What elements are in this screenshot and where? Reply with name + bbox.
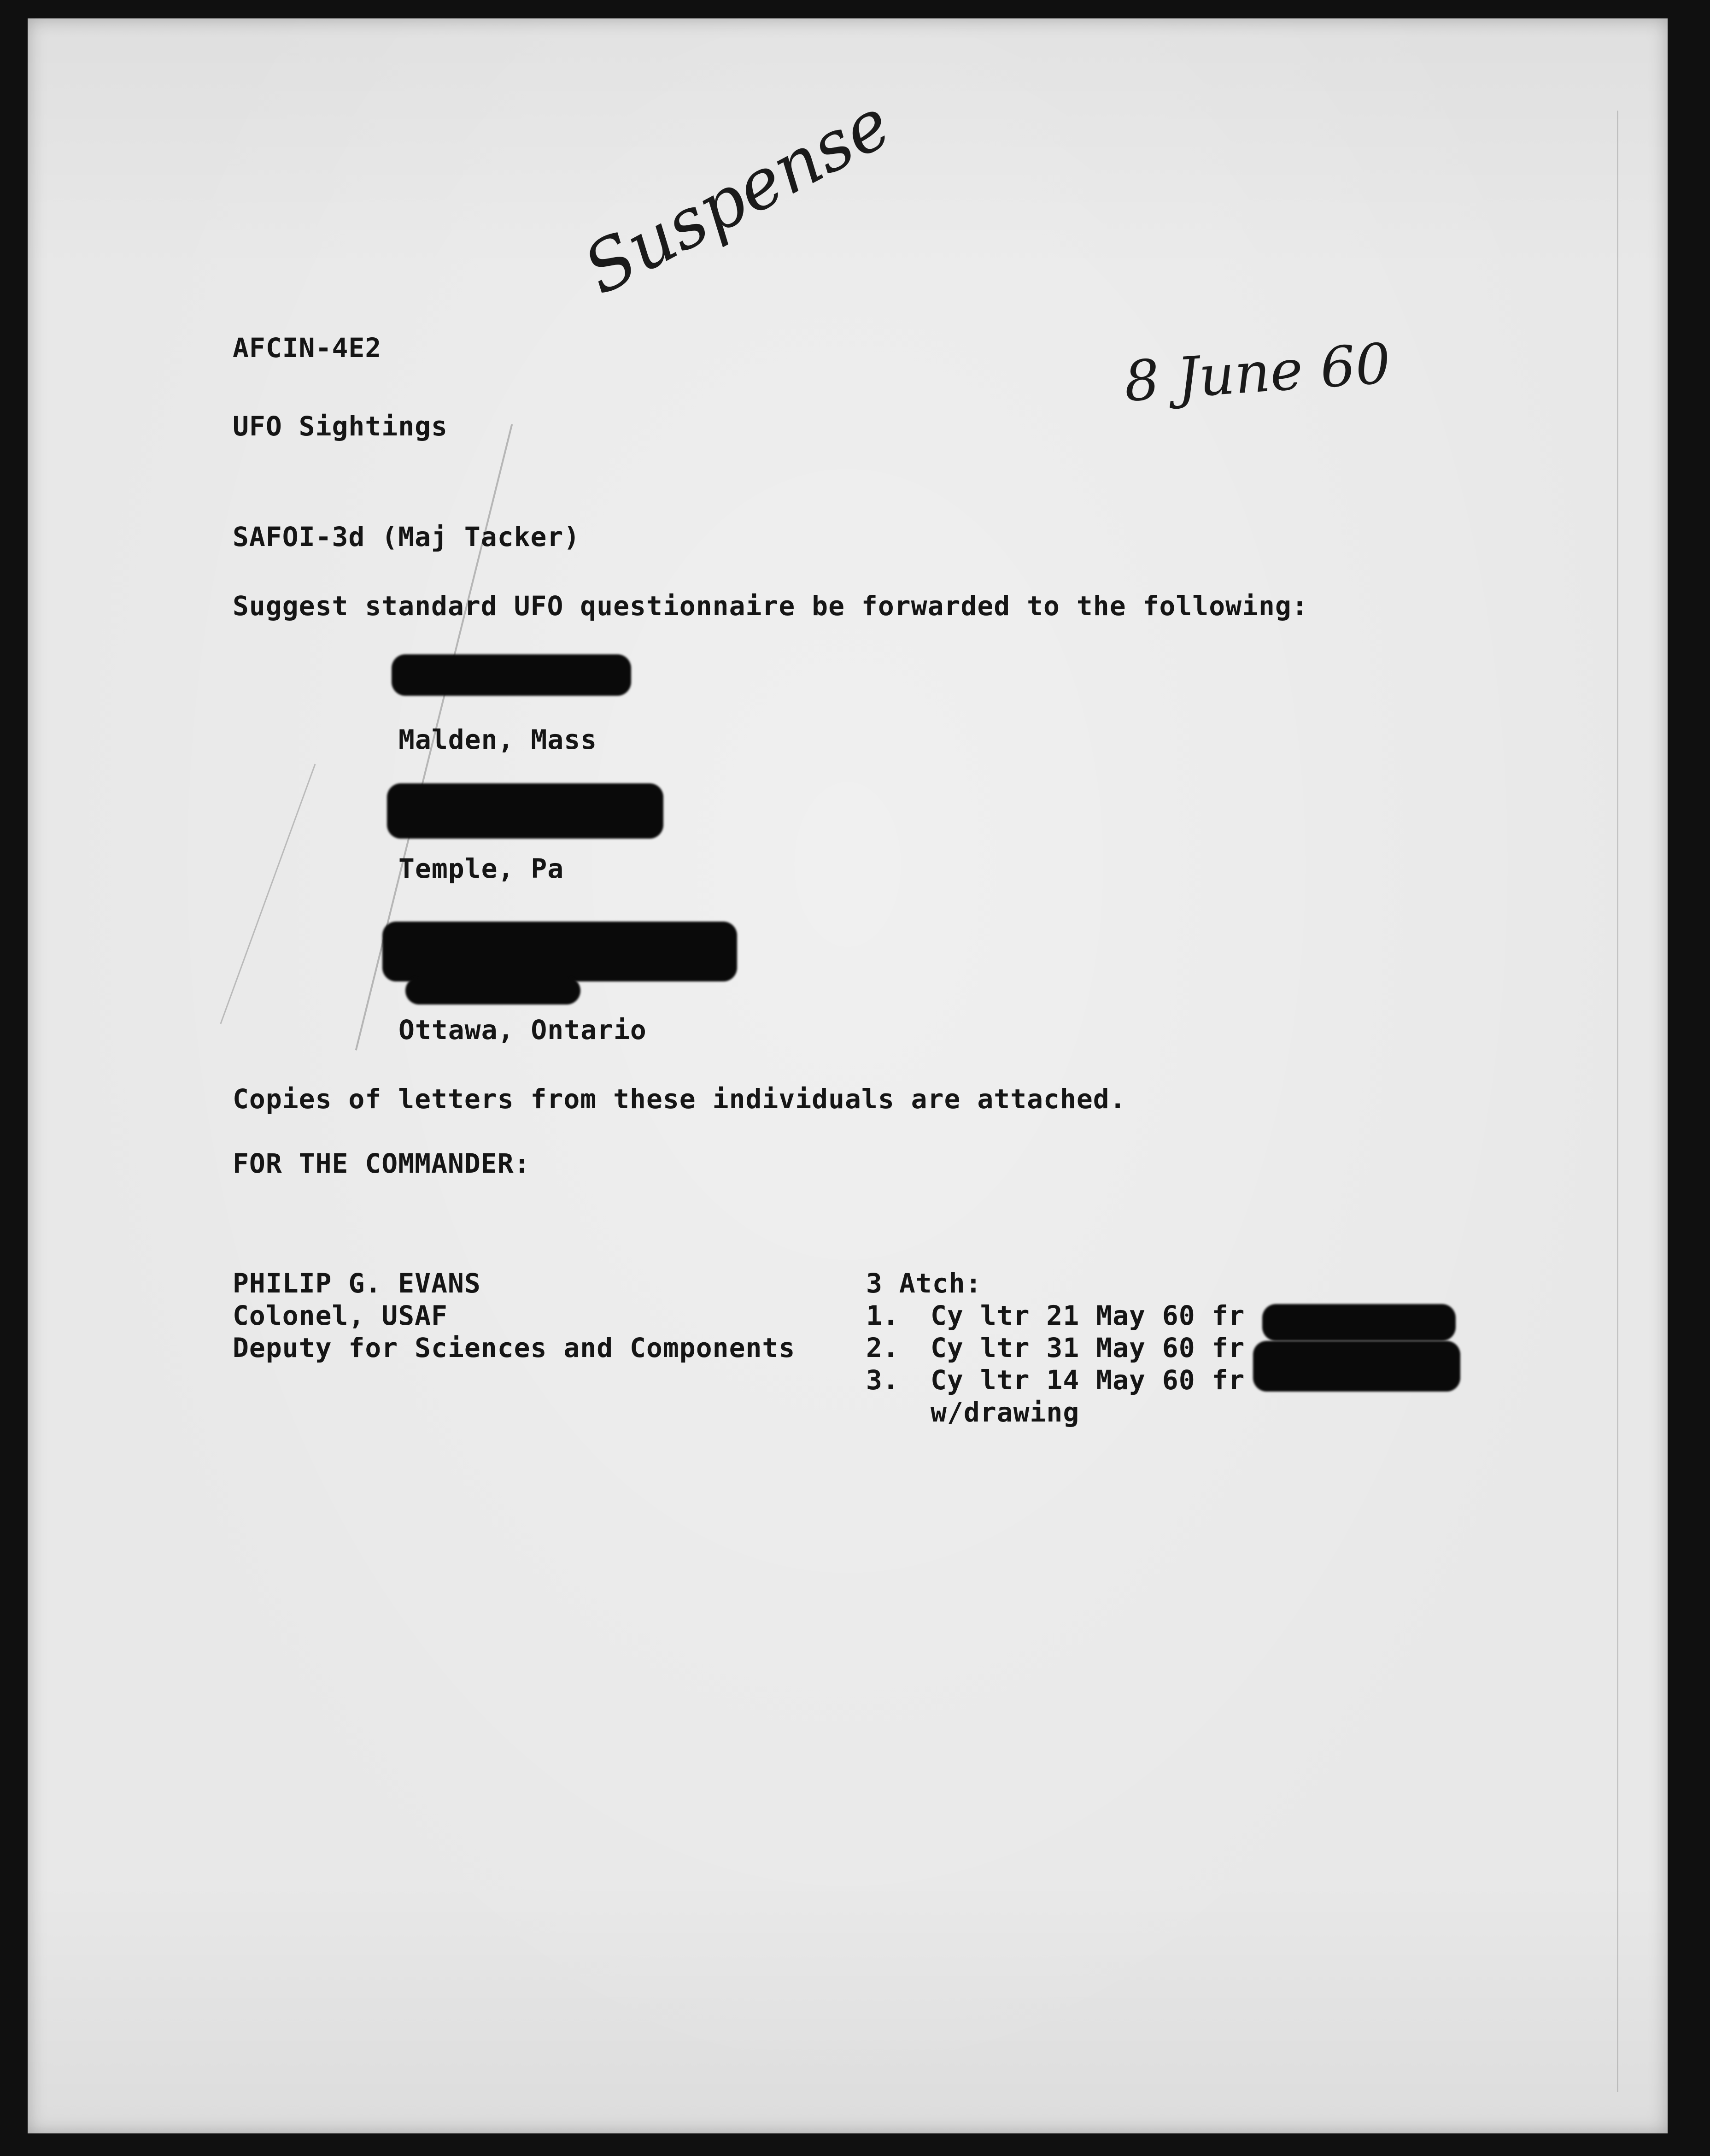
- attachments-heading: 3 Atch:: [866, 1268, 982, 1299]
- signer-name: PHILIP G. EVANS: [233, 1268, 481, 1299]
- memo-addressee: SAFOI-3d (Maj Tacker): [233, 521, 580, 552]
- memo-intro: Suggest standard UFO questionnaire be forwarded to the following:: [233, 590, 1308, 622]
- memo-page: [28, 18, 1668, 2133]
- for-commander: FOR THE COMMANDER:: [233, 1148, 531, 1179]
- memo-subject: UFO Sightings: [233, 411, 448, 442]
- closing-note: Copies of letters from these individuals are attached.: [233, 1083, 1126, 1115]
- handwritten-suspense: Suspense: [571, 83, 903, 311]
- recipient-3-location: Ottawa, Ontario: [398, 1014, 647, 1046]
- attachment-text: Cy ltr 14 May 60 fr: [931, 1364, 1245, 1396]
- redaction-bar: [1262, 1304, 1456, 1341]
- redaction-bar: [1253, 1341, 1460, 1392]
- attachment-continuation: w/drawing: [931, 1397, 1080, 1428]
- office-symbol: AFCIN-4E2: [233, 332, 382, 364]
- recipient-1-location: Malden, Mass: [398, 724, 597, 755]
- redaction-bar: [392, 654, 631, 696]
- redaction-bar: [387, 783, 663, 839]
- scan-artifact-line: [220, 764, 316, 1024]
- attachment-number: 1.: [866, 1300, 899, 1331]
- attachment-number: 2.: [866, 1332, 899, 1363]
- scan-artifact-line: [1617, 111, 1618, 2092]
- attachment-text: Cy ltr 21 May 60 fr: [931, 1300, 1245, 1331]
- redaction-bar: [405, 977, 580, 1005]
- attachment-item: [866, 1299, 1245, 1332]
- signer-rank: Colonel, USAF: [233, 1300, 448, 1331]
- attachment-number: 3.: [866, 1364, 899, 1396]
- signer-title: Deputy for Sciences and Components: [233, 1332, 796, 1363]
- attachment-text: Cy ltr 31 May 60 fr: [931, 1332, 1245, 1363]
- attachment-item: [866, 1332, 1245, 1364]
- handwritten-date: 8 June 60: [1122, 331, 1393, 415]
- redaction-bar: [382, 922, 737, 981]
- recipient-2-location: Temple, Pa: [398, 853, 564, 884]
- attachment-item: [866, 1364, 1245, 1396]
